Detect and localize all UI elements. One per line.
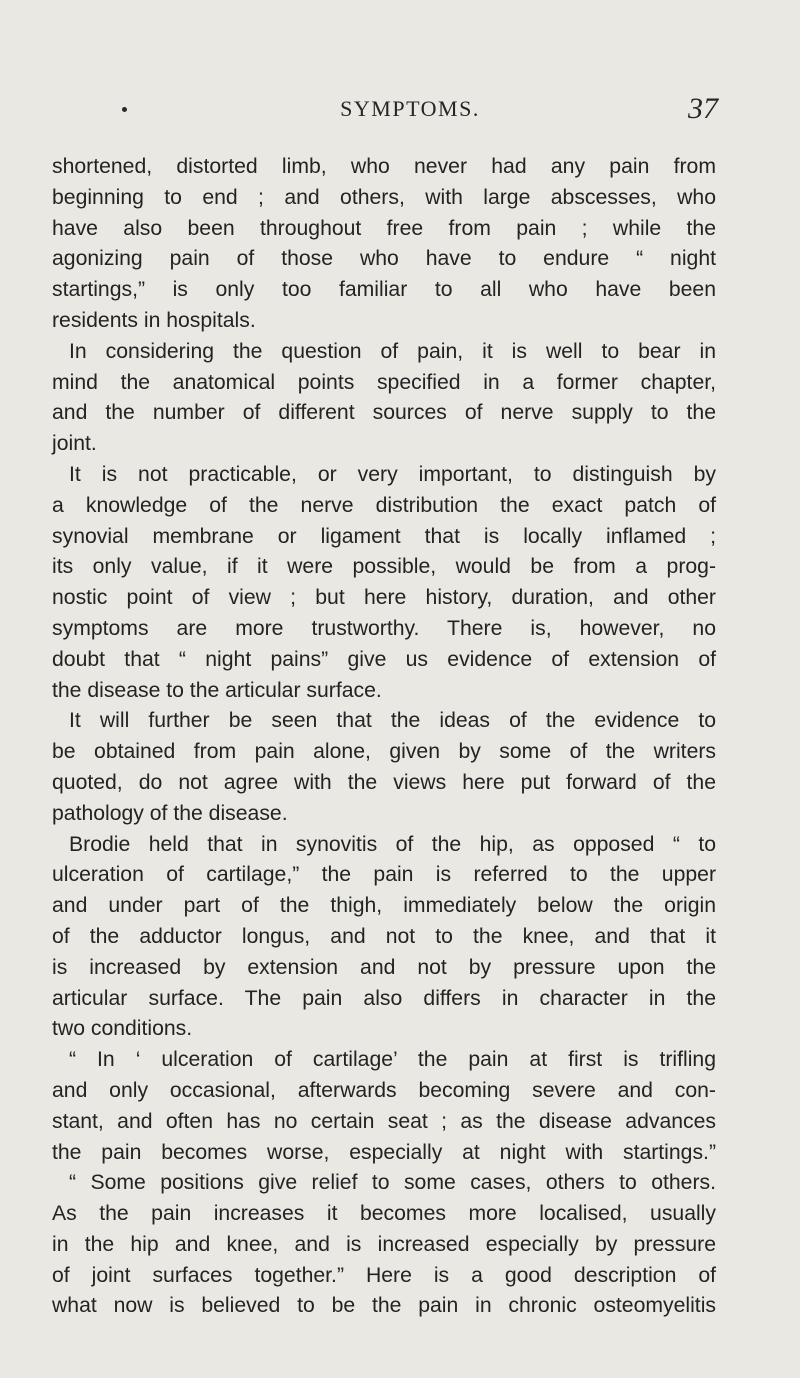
text-line: and only occasional, afterwards becoming severe and con- xyxy=(52,1078,716,1102)
text-line: It is not practicable, or very important, to distinguish by xyxy=(69,462,716,486)
text-line: startings,” is only too familiar to all who have been xyxy=(52,278,716,302)
text-line: is increased by extension and not by pressure upon the xyxy=(52,955,716,979)
text-line: its only value, if it were possible, would be from a prog- xyxy=(52,555,716,579)
text-line: the pain becomes worse, especially at night with startings.” xyxy=(52,1140,716,1164)
text-line: have also been throughout free from pain ; while the xyxy=(52,216,716,240)
text-line: the disease to the articular surface. xyxy=(52,678,382,702)
text-line: As the pain increases it becomes more localised, usually xyxy=(52,1202,716,1226)
text-line: mind the anatomical points specified in a former chapter, xyxy=(52,370,716,394)
text-line: and the number of different sources of nerve supply to the xyxy=(52,401,716,425)
text-line: of joint surfaces together.” Here is a good description of xyxy=(52,1263,716,1287)
text-line: Brodie held that in synovitis of the hip, as opposed “ to xyxy=(69,832,716,856)
text-line: quoted, do not agree with the views here put forward of the xyxy=(52,770,716,794)
text-line: two conditions. xyxy=(52,1017,193,1041)
text-line: stant, and often has no certain seat ; as the disease advances xyxy=(52,1109,716,1133)
text-line: agonizing pain of those who have to endure “ night xyxy=(52,247,716,271)
text-line: nostic point of view ; but here history, duration, and other xyxy=(52,586,716,610)
text-line: and under part of the thigh, immediately below the origin xyxy=(52,894,716,918)
body-text xyxy=(52,152,716,1322)
text-line: residents in hospitals. xyxy=(52,308,256,332)
text-line: beginning to end ; and others, with large abscesses, who xyxy=(52,185,716,209)
text-line: pathology of the disease. xyxy=(52,801,288,825)
text-line: in the hip and knee, and is increased especially by pressure xyxy=(52,1232,716,1256)
text-line: synovial membrane or ligament that is locally inflamed ; xyxy=(52,524,716,548)
text-line: doubt that “ night pains” give us evidence of extension of xyxy=(52,647,716,671)
text-line: a knowledge of the nerve distribution the exact patch of xyxy=(52,493,716,517)
text-line: It will further be seen that the ideas of the evidence to xyxy=(69,709,716,733)
text-line: of the adductor longus, and not to the knee, and that it xyxy=(52,924,716,948)
text-line: shortened, distorted limb, who never had any pain from xyxy=(52,155,716,178)
text-line: joint. xyxy=(52,432,97,456)
text-line: what now is believed to be the pain in chronic osteomyelitis xyxy=(52,1294,716,1318)
page-header xyxy=(100,80,720,124)
text-line: symptoms are more trustworthy. There is, however, no xyxy=(52,616,716,640)
text-line: In considering the question of pain, it is well to bear in xyxy=(69,339,716,363)
text-line: be obtained from pain alone, given by some of the writers xyxy=(52,740,716,764)
running-head: SYMPTOMS. xyxy=(340,96,480,121)
text-line: “ Some positions give relief to some cases, others to others. xyxy=(69,1171,716,1195)
text-line: ulceration of cartilage,” the pain is referred to the upper xyxy=(52,863,716,887)
text-line: “ In ‘ ulceration of cartilage’ the pain at first is trifling xyxy=(69,1048,716,1072)
page-number: 37 xyxy=(688,92,718,125)
text-line: articular surface. The pain also differs in character in the xyxy=(52,986,716,1010)
